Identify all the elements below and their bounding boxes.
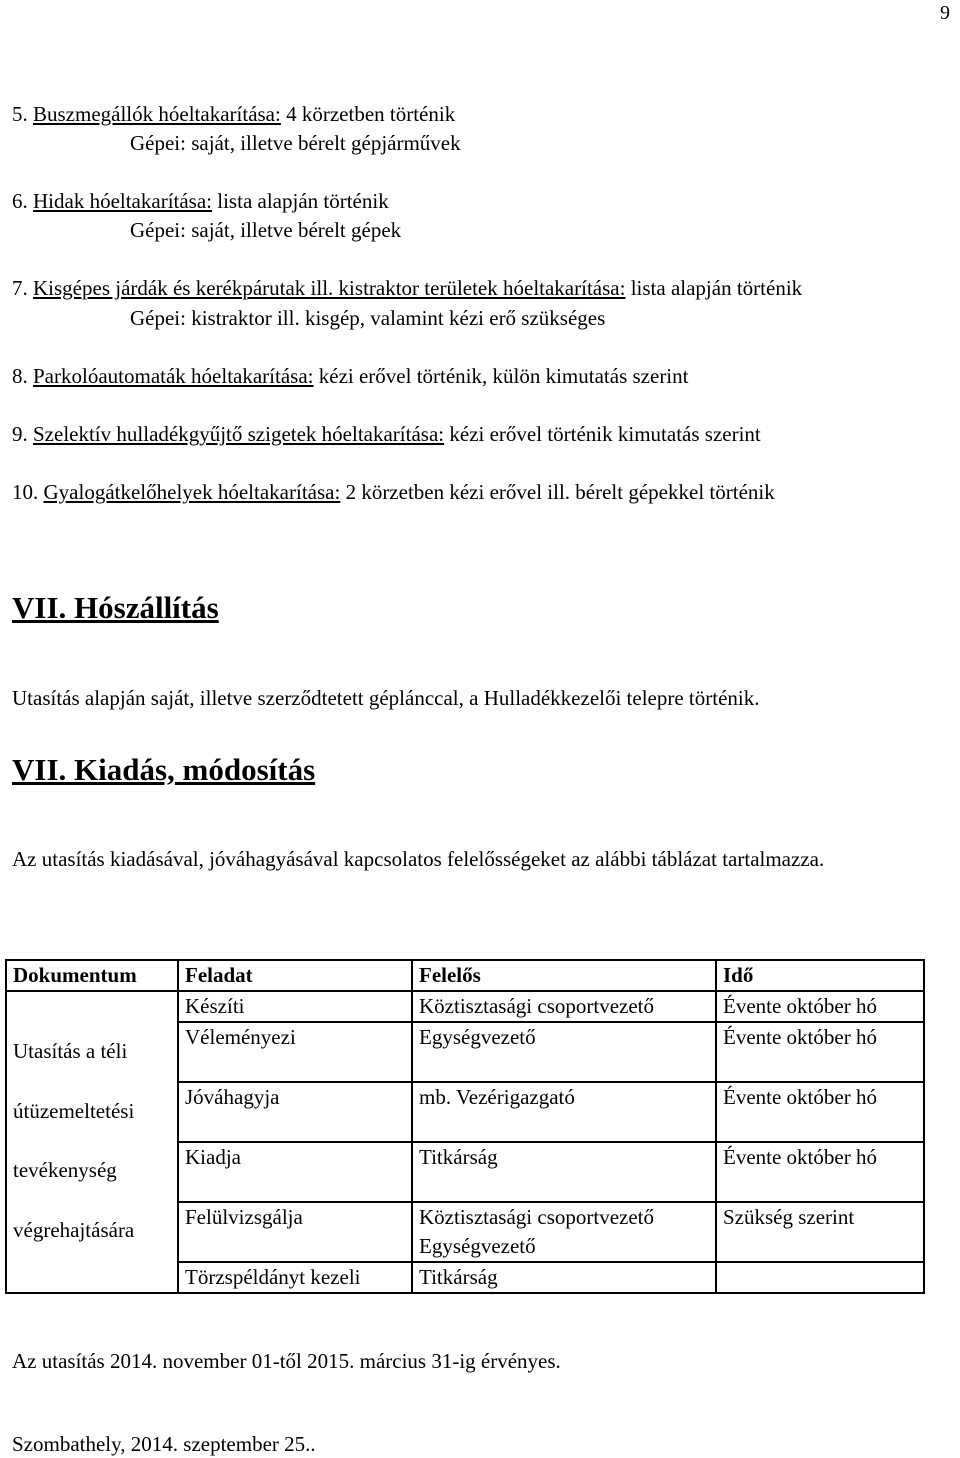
header-task: Feladat [178,960,412,991]
responsible-cell: Titkárság [412,1142,716,1202]
header-time: Idő [716,960,924,991]
task-cell: Törzspéldányt kezeli [178,1262,412,1293]
time-cell: Évente október hó [716,991,924,1022]
time-cell: Szükség szerint [716,1202,924,1262]
item-title: Hidak hóeltakarítása: [33,189,213,213]
section-heading-issue: VII. Kiadás, módosítás [12,752,316,787]
responsible-cell: mb. Vezérigazgató [412,1082,716,1142]
item-title: Gyalogátkelőhelyek hóeltakarítása: [43,480,341,504]
document-cell [6,991,178,1293]
list-item-5 [12,102,455,127]
item-title: Parkolóautomaták hóeltakarítása: [33,364,314,388]
task-cell: Kiadja [178,1142,412,1202]
page-number: 9 [940,2,950,24]
section-body-snow-transport: Utasítás alapján saját, illetve szerződtetett géplánccal, a Hulladékkezelői telepre történik. [12,686,760,710]
responsible-cell: Egységvezető [412,1022,716,1082]
item-text: lista alapján történik [212,189,389,213]
item-machines: Gépei: saját, illetve bérelt gépjárművek [130,131,461,155]
task-cell: Készíti [178,991,412,1022]
item-number: 6. [12,189,28,213]
item-machines: Gépei: saját, illetve bérelt gépek [130,218,402,242]
item-text: 4 körzetben történik [280,102,456,126]
table-header-row [6,960,924,991]
document-line: útüzemeltetési [13,1098,135,1123]
item-text: lista alapján történik [625,276,803,300]
list-item-6 [12,189,389,214]
responsible-cell [412,1202,716,1262]
validity-statement: Az utasítás 2014. november 01-től 2015. március 31-ig érvényes. [12,1349,561,1373]
item-number: 9. [12,422,28,446]
list-item-7 [12,276,802,301]
item-number: 10. [12,480,39,504]
responsible-line: Köztisztasági csoportvezető [419,1205,654,1229]
item-text: kézi erővel történik kimutatás szerint [444,422,761,446]
item-title: Kisgépes járdák és kerékpárutak ill. kistraktor területek hóeltakarítása: [33,276,626,300]
task-cell: Véleményezi [178,1022,412,1082]
time-cell: Évente október hó [716,1082,924,1142]
item-text: kézi erővel történik, külön kimutatás szerint [313,364,689,388]
responsible-cell: Titkárság [412,1262,716,1293]
document-line: Utasítás a téli [13,1039,128,1063]
item-text: 2 körzetben kézi erővel ill. bérelt gépekkel történik [340,480,775,504]
header-document: Dokumentum [6,960,178,991]
item-machines: Gépei: kistraktor ill. kisgép, valamint kézi erő szükséges [130,306,606,330]
place-and-date: Szombathely, 2014. szeptember 25.. [12,1432,316,1456]
document-line: tevékenység [13,1158,117,1182]
task-cell: Jóváhagyja [178,1082,412,1142]
list-item-8 [12,364,688,389]
time-cell: Évente október hó [716,1022,924,1082]
item-number: 8. [12,364,28,388]
list-item-9 [12,422,761,447]
list-item-10 [12,480,775,505]
table-row [6,991,924,1022]
time-cell: Évente október hó [716,1142,924,1202]
time-cell [716,1262,924,1293]
responsibility-table [5,959,925,1294]
responsible-cell: Köztisztasági csoportvezető [412,991,716,1022]
item-title: Szelektív hulladékgyűjtő szigetek hóeltakarítása: [33,422,445,446]
section-body-issue: Az utasítás kiadásával, jóváhagyásával kapcsolatos felelősségeket az alábbi táblázat tartalmazza. [12,847,825,871]
responsible-line: Egységvezető [419,1234,536,1258]
header-responsible: Felelős [412,960,716,991]
document-line: végrehajtására [13,1217,135,1242]
item-number: 5. [12,102,28,126]
section-heading-snow-transport: VII. Hószállítás [12,590,219,625]
item-number: 7. [12,276,28,300]
task-cell: Felülvizsgálja [178,1202,412,1262]
item-title: Buszmegállók hóeltakarítása: [33,102,281,126]
